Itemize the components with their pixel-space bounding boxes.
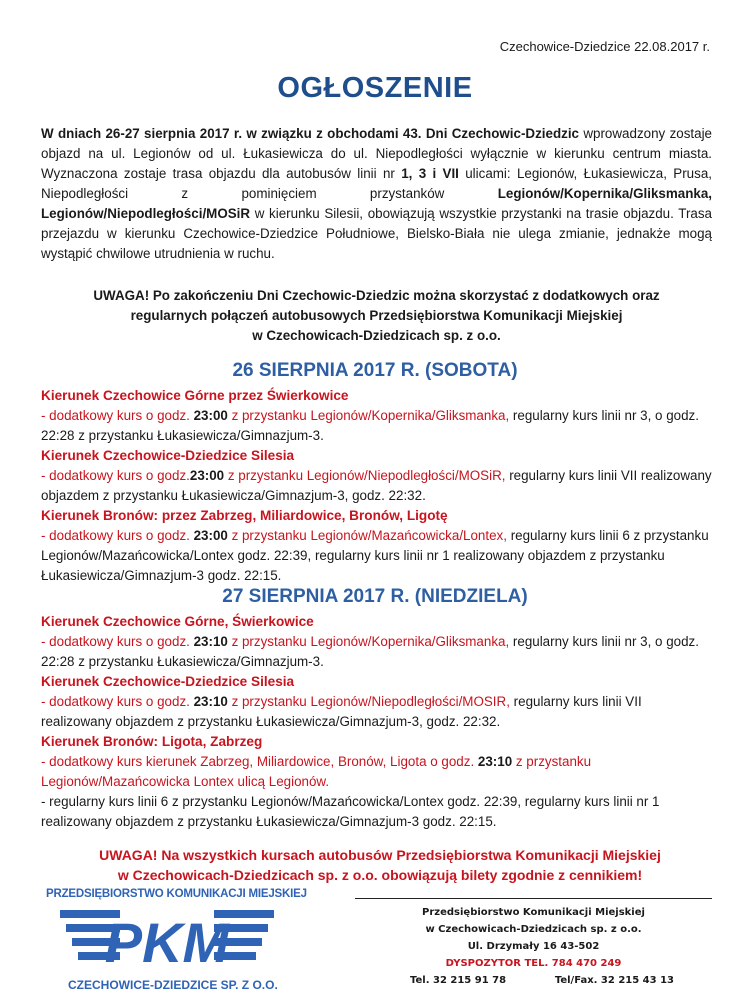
day2-heading: 27 SIERPNIA 2017 R. (NIEDZIELA) [222, 586, 528, 607]
logo-bottom-text: CZECHOWICE-DZIEDZICE SP. Z O.O. [68, 978, 278, 992]
contact-box [355, 898, 712, 994]
day1-s1-direction: Kierunek Czechowice Górne przez Świerkowice [41, 388, 349, 403]
contact-company: Przedsiębiorstwo Komunikacji Miejskiej [422, 907, 645, 918]
day2-section-2 [41, 672, 712, 732]
day1-s3-text-c: regularny kurs linii 6 z przystanku Legionów/Mazańcowicka/Lontex godz. 22:39, regularny kurs linii nr 1 realizowany objazdem z przystanku Łukasiewicza/Gimnazjum-3 godz. 22:15. [41, 528, 709, 583]
intro-paragraph [41, 124, 712, 264]
contact-company-2: w Czechowicach-Dziedzicach sp. z o.o. [425, 924, 642, 935]
day1-s1-time: 23:00 [193, 408, 228, 423]
day1-heading: 26 SIERPNIA 2017 R. (SOBOTA) [232, 360, 518, 381]
day2-s3-text-a: - dodatkowy kurs kierunek Zabrzeg, Miliardowice, Bronów, Ligota o godz. [41, 754, 478, 769]
day1-s3-text-b: z przystanku Legionów/Mazańcowicka/Lontex, [227, 528, 507, 543]
day2-s3-text-b: z przystanku Legionów/Mazańcowicka Lontex ulicą Legionów. [41, 754, 592, 789]
day2-section-1 [41, 612, 712, 672]
pkm-logo-mark [60, 904, 274, 978]
notice-2-line-1: UWAGA! Na wszystkich kursach autobusów Przedsiębiorstwa Komunikacji Miejskiej [99, 847, 661, 863]
day1-section-1 [41, 386, 712, 446]
contact-address: Ul. Drzymały 16 43-502 [467, 941, 600, 952]
day1-s3-direction: Kierunek Bronów: przez Zabrzeg, Miliardowice, Bronów, Ligotę [41, 508, 448, 523]
day2-s3-time: 23:10 [477, 754, 513, 769]
logo-mark-text: PKM [104, 911, 230, 974]
intro-text-1: wprowadzony zostaje objazd na ul. Legionów od ul. Łukasiewicza do ul. Niepodległości wyłącznie w kierunku centrum miasta. Wyznaczona zostaje trasa objazdu dla autobusów linii nr [41, 126, 712, 181]
day2-s3-direction: Kierunek Bronów: Ligota, Zabrzeg [41, 734, 263, 749]
day2-s3-text-c: - regularny kurs linii 6 z przystanku Legionów/Mazańcowicka/Lontex godz. 22:39, regularny kurs linii nr 1 realizowany objazdem z przystanku Łukasiewicza/Gimnazjum-3 godz. 22:15. [41, 794, 660, 829]
day1-s1-text-a: - dodatkowy kurs o godz. [41, 408, 194, 423]
day1-s2-time: 23:00 [189, 468, 225, 483]
day2-s1-direction: Kierunek Czechowice Górne, Świerkowice [41, 614, 314, 629]
day1-s1-text-c: regularny kurs linii nr 3, o godz. 22:28 z przystanku Łukasiewicza/Gimnazjum-3. [41, 408, 699, 443]
pkm-logo [46, 888, 307, 993]
logo-top-text: PRZEDSIĘBIORSTWO KOMUNIKACJI MIEJSKIEJ [46, 888, 307, 900]
day2-s2-time: 23:10 [193, 694, 228, 709]
day2-s1-text-c: regularny kurs linii nr 3, o godz. 22:28 z przystanku Łukasiewicza/Gimnazjum-3. [41, 634, 699, 669]
day1-section-2 [41, 446, 712, 506]
intro-stops: Legionów/Kopernika/Gliksmanka, Legionów/Niepodległości/MOSiR [41, 186, 712, 221]
day1-section-3 [41, 506, 712, 586]
intro-text-3: w kierunku Silesii, obowiązują wszystkie przystanki na trasie objazdu. Trasa przejazdu w kierunku Czechowice-Dziedzice Południowe, Bielsko-Biała nie ulega zmianie, jednakże mogą wystąpić chwilowe utrudnienia w ruchu. [41, 206, 712, 261]
notice-1-line-3: w Czechowicach-Dziedzicach sp. z o.o. [252, 328, 501, 343]
page-title: OGŁOSZENIE [277, 72, 473, 104]
day2-s2-text-a: - dodatkowy kurs o godz. [41, 694, 194, 709]
day1-s2-direction: Kierunek Czechowice-Dziedzice Silesia [41, 448, 295, 463]
day1-s1-text-b: z przystanku Legionów/Kopernika/Gliksmanka, [227, 408, 510, 423]
day1-s2-text-c: regularny kurs linii VII realizowany objazdem z przystanku Łukasiewicza/Gimnazjum-3, godz. 22:32. [41, 468, 712, 503]
day1-s2-text-a: - dodatkowy kurs o godz. [41, 468, 190, 483]
notice-2-line-2: w Czechowicach-Dziedzicach sp. z o.o. obowiązują bilety zgodnie z cennikiem! [117, 867, 643, 883]
notice-block-1 [41, 286, 712, 346]
day2-s2-text-c: regularny kurs linii VII realizowany objazdem z przystanku Łukasiewicza/Gimnazjum-3, godz. 22:32. [41, 694, 642, 729]
contact-phones [355, 972, 712, 989]
day1-s2-text-b: z przystanku Legionów/Niepodległości/MOSiR, [224, 468, 506, 483]
day2-s1-time: 23:10 [193, 634, 228, 649]
day2-section-3 [41, 732, 712, 832]
contact-tel: Tel. 32 215 91 78 [410, 975, 507, 986]
day2-s1-text-a: - dodatkowy kurs o godz. [41, 634, 194, 649]
contact-dispatcher: DYSPOZYTOR TEL. 784 470 249 [445, 958, 622, 969]
notice-1-line-2: regularnych połączeń autobusowych Przedsiębiorstwa Komunikacji Miejskiej [130, 308, 623, 323]
day2-s2-text-b: z przystanku Legionów/Niepodległości/MOSIR, [227, 694, 510, 709]
intro-lines: 1, 3 i VII [401, 166, 459, 181]
day2-s2-direction: Kierunek Czechowice-Dziedzice Silesia [41, 674, 295, 689]
contact-fax: Tel/Fax. 32 215 43 13 [554, 975, 674, 986]
day1-s3-text-a: - dodatkowy kurs o godz. [41, 528, 194, 543]
notice-1-line-1: UWAGA! Po zakończeniu Dni Czechowic-Dziedzic można skorzystać z dodatkowych oraz [93, 288, 660, 303]
intro-text-2: ulicami: Legionów, Łukasiewicza, Prusa, Niepodległości z pominięciem przystanków [41, 166, 712, 201]
notice-block-2 [60, 845, 700, 885]
day1-s3-time: 23:00 [193, 528, 228, 543]
intro-lead: W dniach 26-27 sierpnia 2017 r. w związku z obchodami 43. Dni Czechowic-Dziedzic [41, 126, 580, 141]
dateline: Czechowice-Dziedzice 22.08.2017 r. [499, 39, 710, 54]
day2-s1-text-b: z przystanku Legionów/Kopernika/Gliksmanka, [227, 634, 510, 649]
